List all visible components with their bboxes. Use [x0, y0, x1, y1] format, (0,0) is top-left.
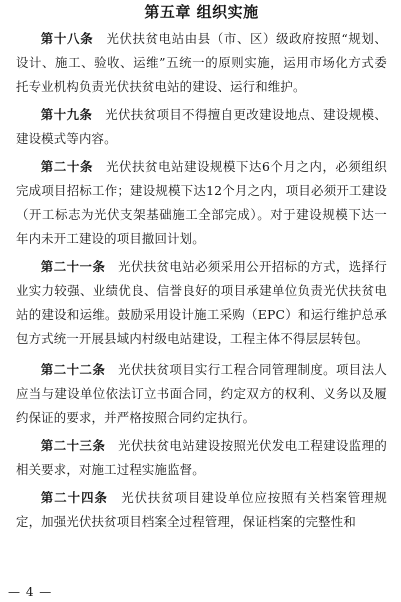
article-text: 光伏扶贫电站建设按照光伏发电工程建设监理的相关要求，对施工过程实施监督。: [16, 438, 388, 477]
article-24: [16, 486, 387, 534]
article-label: 第十九条: [40, 107, 93, 122]
article-label: 第十八条: [40, 31, 94, 46]
article-text: 光伏扶贫项目实行工程合同管理制度。项目法人应当与建设单位依法订立书面合同，约定双方的权利、义务以及履约保证的要求，并严格按照合同约定执行。: [16, 362, 388, 425]
article-label: 第二十三条: [40, 438, 106, 453]
page-number: — 4 —: [8, 585, 53, 599]
article-text: 光伏扶贫项目建设单位应按照有关档案管理规定，加强光伏扶贫项目档案全过程管理，保证档案的完整性和: [16, 490, 388, 529]
article-22: [16, 358, 387, 430]
article-19: [16, 103, 387, 151]
article-label: 第二十二条: [40, 362, 106, 377]
article-text: 光伏扶贫电站必须采用公开招标的方式，选择行业实力较强、业绩优良、信誉良好的项目承建单位负责光伏扶贫电站的建设和运维。鼓励采用设计施工采购（EPC）和运行维护总承包方式统一开展县域内村级电站建设，工程主体不得层层转包。: [16, 259, 388, 346]
article-label: 第二十四条: [40, 490, 108, 505]
chapter-title: 第五章 组织实施: [144, 3, 259, 21]
article-text: 光伏扶贫电站由县（市、区）级政府按照“规划、设计、施工、验收、运维”五统一的原则实施，运用市场化方式委托专业机构负责光伏扶贫电站的建设、运行和维护。: [16, 31, 388, 94]
article-label: 第二十条: [40, 159, 94, 174]
article-23: [16, 434, 387, 482]
article-text: 光伏扶贫电站建设规模下达6个月之内，必须组织完成项目招标工作；建设规模下达12个月之内，项目必须开工建设（开工标志为光伏支架基础施工全部完成）。对于建设规模下达一年内未开工建设的项目撤回计划。: [16, 159, 387, 246]
article-18: [16, 27, 387, 99]
article-text: 光伏扶贫项目不得擅自更改建设地点、建设规模、建设模式等内容。: [16, 107, 388, 146]
article-21: [16, 255, 387, 351]
article-20: [16, 155, 387, 251]
article-label: 第二十一条: [40, 259, 106, 274]
